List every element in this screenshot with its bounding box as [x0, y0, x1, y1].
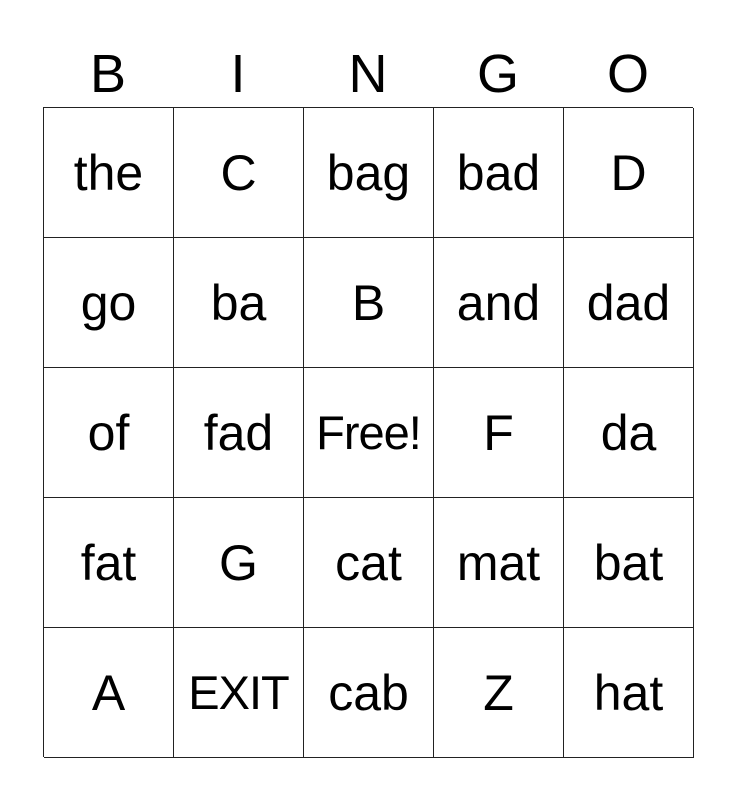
bingo-cell-r4-c2[interactable]: G: [174, 498, 304, 628]
bingo-cell-r4-c3[interactable]: cat: [304, 498, 434, 628]
bingo-cell-r5-c5[interactable]: hat: [564, 628, 694, 758]
bingo-cell-r5-c3[interactable]: cab: [304, 628, 434, 758]
header-letter-g: G: [476, 44, 519, 104]
bingo-cell-r4-c5[interactable]: bat: [564, 498, 694, 628]
header-letter-n: N: [348, 44, 388, 104]
bingo-cell-r1-c4[interactable]: bad: [434, 108, 564, 238]
bingo-cell-r5-c1[interactable]: A: [44, 628, 174, 758]
bingo-cell-r3-c4[interactable]: F: [434, 368, 564, 498]
bingo-cell-r1-c2[interactable]: C: [174, 108, 304, 238]
bingo-cell-r1-c1[interactable]: the: [44, 108, 174, 238]
bingo-cell-r2-c3[interactable]: B: [304, 238, 434, 368]
bingo-cell-r2-c2[interactable]: ba: [174, 238, 304, 368]
header-letter-b: B: [89, 44, 127, 104]
bingo-board: [43, 107, 693, 757]
bingo-cell-r4-c1[interactable]: fat: [44, 498, 174, 628]
bingo-cell-free-space[interactable]: Free!: [304, 368, 434, 498]
bingo-cell-r2-c1[interactable]: go: [44, 238, 174, 368]
bingo-cell-r4-c4[interactable]: mat: [434, 498, 564, 628]
bingo-cell-r5-c4[interactable]: Z: [434, 628, 564, 758]
bingo-header: [43, 40, 693, 108]
bingo-cell-r1-c5[interactable]: D: [564, 108, 694, 238]
header-letter-o: O: [606, 44, 649, 104]
bingo-cell-r3-c2[interactable]: fad: [174, 368, 304, 498]
bingo-cell-r3-c1[interactable]: of: [44, 368, 174, 498]
bingo-cell-r1-c3[interactable]: bag: [304, 108, 434, 238]
header-letter-i: I: [230, 44, 246, 104]
bingo-cell-r5-c2[interactable]: EXIT: [174, 628, 304, 758]
bingo-cell-r2-c4[interactable]: and: [434, 238, 564, 368]
bingo-cell-r3-c5[interactable]: da: [564, 368, 694, 498]
bingo-cell-r2-c5[interactable]: dad: [564, 238, 694, 368]
